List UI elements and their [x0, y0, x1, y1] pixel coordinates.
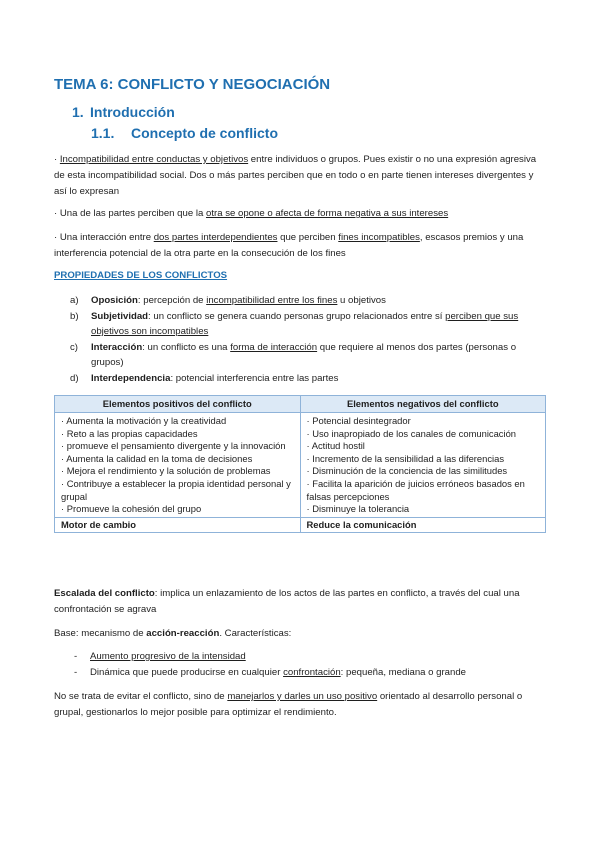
subsection-number: 1.1.: [91, 125, 115, 141]
negative-item: · Disminuye la tolerancia: [306, 503, 410, 515]
negative-item: · Uso inapropiado de los canales de comunicación: [306, 427, 517, 439]
negative-footer: Reduce la comunicación: [300, 517, 546, 533]
positive-item: · Contribuye a establecer la propia identidad personal y grupal: [61, 477, 291, 502]
positive-elements-cell: [55, 413, 301, 518]
positive-item: · Promueve la cohesión del grupo: [61, 503, 202, 515]
positive-item: · Reto a las propias capacidades: [61, 427, 198, 439]
negative-item: · Actitud hostil: [306, 440, 365, 452]
underlined-phrase: dos partes interdependientes: [153, 232, 278, 243]
positive-footer: Motor de cambio: [55, 517, 301, 533]
paragraph-base: Base: mecanismo de acción-reacción. Características:: [54, 628, 292, 639]
subsection-heading: [91, 125, 278, 141]
property-item: d) Interdependencia: potencial interferencia entre las partes: [70, 372, 339, 384]
paragraph-escalada: Escalada del conflicto: implica un enlazamiento de los actos de las partes en conflicto, a través del cual una confrontación se agrava: [54, 588, 520, 615]
positive-item: · Aumenta la calidad en la toma de decisiones: [61, 452, 253, 464]
paragraph-closing: No se trata de evitar el conflicto, sino de manejarlos y darles un uso positivo orientado al desarrollo personal o grupal, gestionarlos lo mejor posible para optimizar el rendimiento.: [54, 691, 523, 718]
negative-elements-cell: [300, 413, 546, 518]
properties-list: [70, 293, 550, 386]
characteristic-item: - Aumento progresivo de la intensidad: [74, 651, 246, 662]
property-item: c) Interacción: un conflicto es una forma de interacción que requiere al menos dos partes (personas o grupos): [70, 341, 517, 368]
underlined-phrase: fines incompatibles: [338, 232, 420, 243]
characteristic-item: - Dinámica que puede producirse en cualquier confrontación: pequeña, mediana o grande: [74, 667, 467, 678]
positive-header: Elementos positivos del conflicto: [55, 396, 301, 413]
negative-item: · Potencial desintegrador: [306, 415, 411, 426]
paragraph-definition-1: · Incompatibilidad entre conductas y objetivos entre individuos o grupos. Pues existir o no una expresión agresiva de esta incompatibilidad social. Dos o más partes perciben que en todo o en parte tienen intereses divergentes y así lo expresan: [54, 154, 537, 197]
negative-item: · Disminución de la conciencia de las similitudes: [306, 465, 508, 477]
subsection-label: Concepto de conflicto: [131, 125, 278, 141]
section-number: 1.: [72, 104, 84, 120]
negative-item: · Facilita la aparición de juicios erróneos basados en falsas percepciones: [306, 477, 525, 502]
property-item: a) Oposición: percepción de incompatibilidad entre los fines u objetivos: [70, 295, 386, 306]
negative-item: · Incremento de la sensibilidad a las diferencias: [306, 452, 505, 464]
section-heading: [72, 104, 175, 120]
positive-item: · Aumenta la motivación y la creatividad: [61, 415, 227, 426]
underlined-phrase: Incompatibilidad entre conductas y objetivos: [59, 154, 249, 165]
negative-header: Elementos negativos del conflicto: [300, 396, 546, 413]
section-label: Introducción: [90, 104, 175, 120]
characteristics-list: [74, 649, 544, 681]
property-item: b) Subjetividad: un conflicto se genera cuando personas grupo relacionados entre sí perciben que sus objetivos son incompatibles: [70, 310, 519, 337]
underlined-phrase: otra se opone o afecta de forma negativa a sus intereses: [206, 208, 449, 219]
paragraph-definition-2: · Una de las partes perciben que la otra se opone o afecta de forma negativa a sus intereses: [54, 208, 449, 219]
page-title: TEMA 6: CONFLICTO Y NEGOCIACIÓN: [54, 76, 331, 93]
properties-heading: PROPIEDADES DE LOS CONFLICTOS: [54, 270, 228, 281]
conflict-elements-table: [54, 395, 546, 533]
positive-item: · promueve el pensamiento divergente y la innovación: [61, 440, 286, 452]
paragraph-definition-3: · Una interacción entre dos partes interdependientes que perciben fines incompatibles, escasos premios y una interferencia potencial de la otra parte en la consecución de los fines: [54, 232, 524, 259]
positive-item: · Mejora el rendimiento y la solución de problemas: [61, 465, 271, 477]
